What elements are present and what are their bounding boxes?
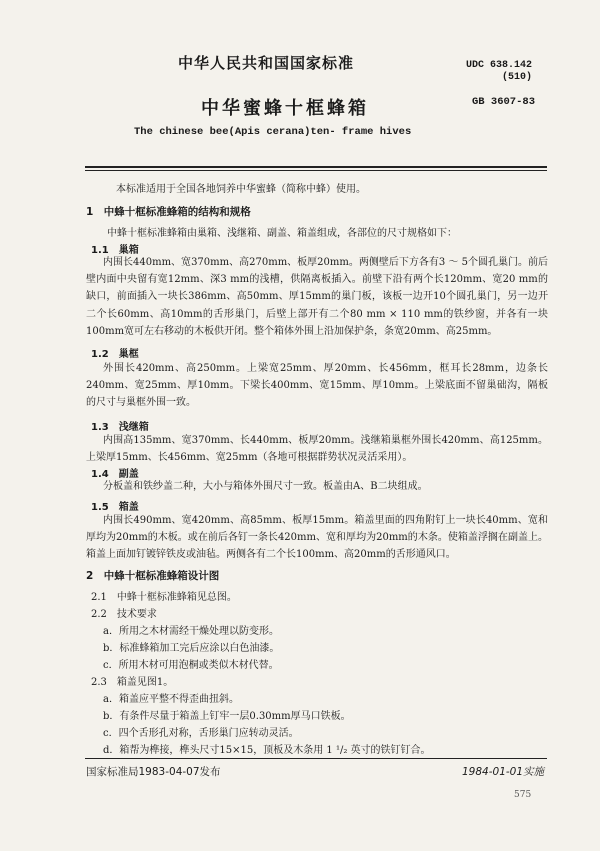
udc-code: UDC 638.142 (466, 60, 533, 71)
footer-rule (85, 758, 547, 759)
subsection-1-3-text: 内围高135mm、宽370mm、长440mm、板厚20mm。浅继箱巢框外围长420mm、高125mm。上梁厚15mm、长456mm、宽25mm（各地可根据群势状况灵活采用）。 (86, 435, 548, 464)
requirement-item: c．所用木材可用泡桐或类似木材代替。 (103, 660, 279, 671)
page-number: 575 (514, 790, 532, 800)
issue-date: 国家标准局1983-04-07发布 (86, 766, 221, 778)
top-double-rule-thin (85, 170, 547, 171)
top-double-rule (85, 166, 547, 168)
cover-item: c．四个舌形孔对称，舌形巢门应转动灵活。 (103, 728, 299, 739)
subsection-2-2-heading: 2.2 技术要求 (91, 609, 157, 620)
scope-statement: 本标准适用于全国各地饲养中华蜜蜂（简称中蜂）使用。 (116, 184, 366, 195)
subsection-1-4-heading: 1.4 副盖 (91, 469, 139, 480)
cover-item: d．箱帮为榫接，榫头尺寸15×15，顶板及木条用 1 ¹/₂ 英寸的铁钉钉合。 (103, 745, 431, 756)
udc-code-region: (510) (502, 72, 533, 83)
issuing-country-heading: 中华人民共和国国家标准 (178, 54, 355, 72)
subsection-1-2-text: 外围长420mm、高250mm。上梁宽25mm、厚20mm、长456mm，框耳长28mm，边条长240mm、宽25mm、厚10mm。下梁长400mm、宽15mm、厚10mm。上梁底面不留巢础沟，隔板的尺寸与巢框外围一致。 (86, 363, 548, 409)
requirement-item: b．标准蜂箱加工完后应涂以白色油漆。 (103, 643, 280, 654)
subsection-1-5-text: 内围长490mm、宽420mm、高85mm、板厚15mm。箱盖里面的四角附钉上一块长40mm、宽和厚均为20mm的木板。或在前后各钉一条长420mm、宽和厚均为20mm的木条。使箱盖浮搁在副盖上。箱盖上面加钉镀锌铁皮或油毡。两侧各有二个长100mm、高20mm的舌形通风口。 (86, 515, 548, 561)
subsection-1-1-text: 内围长440mm、宽370mm、高270mm、板厚20mm。两侧壁后下方各有3 ～ 5个圆孔巢门。前后壁内面中央留有宽12mm、深3 mm的浅槽，供隔离板插入。前壁下沿有两个长120mm、宽20 mm的缺口，前面插入一块长386mm、高50mm、厚15mm的巢门板，该板一边开10个圆孔巢门，另一边开二个长60mm、高10mm的舌形巢门，后壁上部开有二个80 mm × 110 mm的铁纱窗，并各有一块100mm宽可左右移动的木板供开闭。整个箱体外围上沿加保护条，条宽20mm、高25mm。 (86, 257, 548, 337)
effective-date: 1984-01-01实施 (462, 766, 545, 778)
section-1-heading: 1 中蜂十框标准蜂箱的结构和规格 (86, 206, 251, 218)
subsection-1-2-heading: 1.2 巢框 (91, 349, 139, 360)
subsection-2-1: 2.1 中蜂十框标准蜂箱见总图。 (91, 592, 237, 603)
subsection-1-1-heading: 1.1 巢箱 (91, 245, 139, 256)
gb-number: GB 3607-83 (472, 96, 536, 108)
standard-title: 中华蜜蜂十框蜂箱 (201, 98, 369, 119)
section-1-intro: 中蜂十框标准蜂箱由巢箱、浅继箱、副盖、箱盖组成，各部位的尺寸规格如下： (107, 228, 457, 239)
subsection-1-3-heading: 1.3 浅继箱 (91, 422, 149, 433)
subsection-1-5-heading: 1.5 箱盖 (91, 502, 139, 513)
cover-item: a．箱盖应平整不得歪曲扭斜。 (103, 694, 239, 705)
requirement-item: a．所用之木材需经干燥处理以防变形。 (103, 626, 279, 637)
section-2-heading: 2 中蜂十框标准蜂箱设计图 (86, 570, 220, 582)
english-title: The chinese bee(Apis cerana)ten- frame hives (134, 126, 412, 138)
cover-item: b．有条件尽量于箱盖上钉牢一层0.30mm厚马口铁板。 (103, 711, 351, 722)
subsection-1-4-text: 分板盖和铁纱盖二种，大小与箱体外围尺寸一致。板盖由A、B二块组成。 (103, 481, 428, 492)
subsection-2-3-heading: 2.3 箱盖见图1。 (91, 677, 174, 688)
